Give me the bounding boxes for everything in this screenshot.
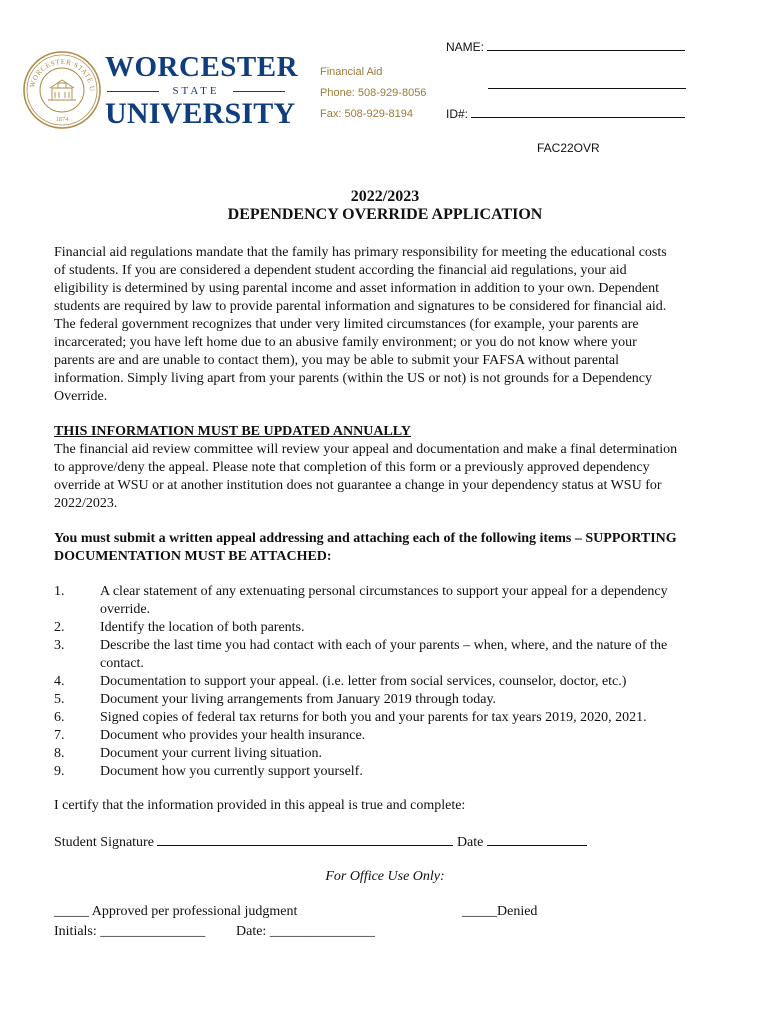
annual-section xyxy=(54,423,730,513)
intro-line: parents are and are unable to contact them), you may be able to submit your FAFSA without parental xyxy=(54,353,620,368)
item-number: 8. xyxy=(54,746,65,761)
item-number: 5. xyxy=(54,692,65,707)
item-text: override. xyxy=(100,602,151,617)
item-text: Document your current living situation. xyxy=(100,746,323,761)
name-line[interactable] xyxy=(487,40,685,51)
id-field[interactable] xyxy=(446,107,685,121)
annual-line: to approve/deny the appeal. Please note that completion of this form or a previously approved dependency xyxy=(54,460,650,475)
requirements-heading xyxy=(54,530,744,566)
item-number: 9. xyxy=(54,764,65,779)
certify-statement: I certify that the information provided in this appeal is true and complete: xyxy=(54,798,466,813)
item-text: Signed copies of federal tax returns for both you and your parents for tax years 2019, 2020, 2021. xyxy=(100,710,647,725)
office-name: Financial Aid xyxy=(320,66,383,78)
intro-line: eligibility is determined by using parental income and asset information in addition to your own. Dependent xyxy=(54,281,659,296)
university-seal xyxy=(22,50,102,130)
item-number: 1. xyxy=(54,584,65,599)
item-number: 7. xyxy=(54,728,65,743)
signature-date-label: Date xyxy=(456,835,484,850)
form-year: 2022/2023 xyxy=(350,188,420,205)
item-text: Identify the location of both parents. xyxy=(100,620,305,635)
student-signature-label: Student Signature xyxy=(54,835,154,850)
intro-line: Financial aid regulations mandate that the family has primary responsibility for meeting the educational costs xyxy=(54,245,667,260)
item-text: Document your living arrangements from January 2019 through today. xyxy=(100,692,497,707)
intro-line: students are required by law to provide parental information and signatures to be considered for financial aid. xyxy=(54,299,667,314)
intro-line: The federal government recognizes that under very limited circumstances (for example, your parents are xyxy=(54,317,639,332)
seal-text: WORCESTER STATE U xyxy=(28,57,97,93)
item-text: Describe the last time you had contact with each of your parents – when, where, and the nature of the xyxy=(100,638,668,653)
list-item xyxy=(54,745,730,763)
requirements-heading-line: DOCUMENTATION MUST BE ATTACHED: xyxy=(54,549,332,564)
list-item xyxy=(54,673,730,691)
fax-number: Fax: 508-929-8194 xyxy=(320,108,413,120)
name-field-second-line[interactable] xyxy=(488,78,686,92)
intro-line: of students. If you are considered a dependent student according the financial aid regulations, your aid xyxy=(54,263,627,278)
form-title: DEPENDENCY OVERRIDE APPLICATION xyxy=(227,206,543,223)
annual-line: The financial aid review committee will review your appeal and documentation and make a final determination xyxy=(54,442,678,457)
list-item xyxy=(54,637,730,673)
id-line[interactable] xyxy=(471,107,685,118)
intro-line: incarcerated; you have left home due to an abusive family environment; or you do not know where your xyxy=(54,335,637,350)
intro-paragraph xyxy=(54,244,730,406)
wordmark-top: WORCESTER xyxy=(105,51,299,83)
name-field[interactable] xyxy=(446,40,685,54)
wordmark-bottom: UNIVERSITY xyxy=(105,97,296,130)
svg-text:WORCESTER STATE UNIVERSITY xyxy=(22,50,96,92)
contact-block xyxy=(320,64,426,127)
intro-line: Override. xyxy=(54,389,108,404)
list-item xyxy=(54,691,730,709)
signature-date-line[interactable] xyxy=(487,833,587,846)
item-text: Document how you currently support yourself. xyxy=(100,764,363,779)
requirements-list xyxy=(54,583,730,781)
wordmark-rule xyxy=(105,84,287,98)
wordmark-mid: STATE xyxy=(172,85,220,97)
item-text: Document who provides your health insurance. xyxy=(100,728,366,743)
list-item xyxy=(54,709,730,727)
intro-line: information. Simply living apart from your parents (within the US or not) is not grounds for a Dependency xyxy=(54,371,653,386)
list-item xyxy=(54,583,730,619)
item-number: 3. xyxy=(54,638,65,653)
student-signature-line[interactable] xyxy=(157,833,453,846)
office-denied[interactable]: _____Denied xyxy=(462,904,538,919)
annual-line: 2022/2023. xyxy=(54,496,118,511)
item-text: Documentation to support your appeal. (i.e. letter from social services, counselor, doctor, etc.) xyxy=(100,674,627,689)
office-use-heading: For Office Use Only: xyxy=(325,869,445,884)
list-item xyxy=(54,619,730,637)
office-initials[interactable]: Initials: _______________ xyxy=(54,924,206,939)
annual-heading: THIS INFORMATION MUST BE UPDATED ANNUALLY xyxy=(54,424,411,439)
office-date[interactable]: Date: _______________ xyxy=(236,924,375,939)
name-line-2[interactable] xyxy=(488,78,686,89)
item-number: 2. xyxy=(54,620,65,635)
annual-line: override at WSU or at another institution does not guarantee a change in your dependency status at WSU for xyxy=(54,478,662,493)
requirements-heading-line: You must submit a written appeal addressing and attaching each of the following items – SUPPORTING xyxy=(54,531,677,546)
office-approved[interactable]: _____ Approved per professional judgment xyxy=(54,904,298,919)
name-label: NAME: xyxy=(446,40,485,54)
item-number: 6. xyxy=(54,710,65,725)
list-item xyxy=(54,763,730,781)
list-item xyxy=(54,727,730,745)
id-label: ID#: xyxy=(446,107,469,121)
item-text: A clear statement of any extenuating personal circumstances to support your appeal for a dependency xyxy=(100,584,668,599)
form-code: FAC22OVR xyxy=(537,141,600,155)
item-text: contact. xyxy=(100,656,144,671)
item-number: 4. xyxy=(54,674,65,689)
signature-row xyxy=(54,833,730,852)
university-wordmark xyxy=(105,51,299,130)
phone-number: Phone: 508-929-8056 xyxy=(320,87,427,99)
seal-year: 1874 xyxy=(55,116,69,123)
